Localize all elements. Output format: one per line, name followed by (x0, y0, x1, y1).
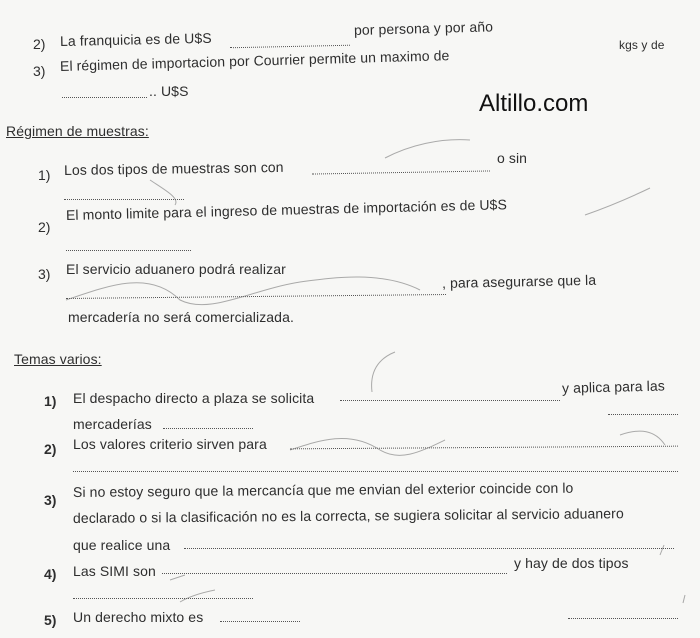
varios-item-3-blank[interactable] (184, 548, 674, 549)
varios-item-2-blank-2[interactable] (73, 471, 678, 472)
varios-item-4-blank[interactable] (162, 573, 507, 574)
varios-item-5-blank[interactable] (220, 621, 300, 622)
courier-item-2-blank[interactable] (230, 45, 350, 49)
varios-item-1-number: 1) (44, 393, 57, 409)
muestras-item-2-number: 2) (38, 219, 51, 235)
muestras-item-1-text: Los dos tipos de muestras son con (63, 158, 284, 178)
varios-item-4-after: y hay de dos tipos (514, 555, 629, 571)
courier-item-3-currency: .. U$S (149, 83, 189, 99)
varios-item-1-blank[interactable] (340, 400, 560, 401)
varios-item-1-text: El despacho directo a plaza se solicita (73, 390, 315, 406)
varios-item-2-blank[interactable] (290, 446, 678, 450)
varios-item-3-number: 3) (44, 492, 57, 508)
muestras-heading: Régimen de muestras: (6, 123, 149, 139)
courier-item-2-text: La franquicia es de U$S (59, 29, 212, 49)
varios-item-4-text: Las SIMI son (73, 563, 156, 579)
muestras-item-2-text: El monto limite para el ingreso de muestras de importación es de U$S (65, 196, 508, 223)
varios-item-3-line2: declarado o si la clasificación no es la correcta, se sugiera solicitar al servicio aduanero (72, 505, 624, 526)
courier-item-2-after: por persona y por año (353, 18, 494, 38)
courier-item-3-number: 3) (33, 63, 46, 79)
varios-item-4-number: 4) (44, 566, 57, 582)
muestras-item-3-text: El servicio aduanero podrá realizar (66, 261, 286, 277)
watermark: Altillo.com (479, 90, 589, 117)
varios-item-3-text: Si no estoy seguro que la mercancía que me envian del exterior coincide con lo (72, 479, 574, 500)
varios-item-2-number: 2) (44, 441, 57, 457)
varios-item-4-blank-2[interactable] (73, 598, 253, 599)
varios-item-3-line3: que realice una (73, 537, 171, 553)
courier-item-3-units: kgs y de (619, 38, 665, 52)
varios-item-5-blank-2[interactable] (568, 618, 678, 619)
muestras-item-1-blank[interactable] (312, 170, 490, 174)
varios-item-2-text: Los valores criterio sirven para (73, 436, 267, 452)
varios-item-1-after: y aplica para las (561, 377, 666, 396)
muestras-item-3-line2: mercadería no será comercializada. (68, 309, 294, 325)
muestras-item-3-number: 3) (38, 266, 51, 282)
muestras-item-1-number: 1) (38, 167, 51, 183)
varios-heading: Temas varios: (14, 351, 102, 367)
muestras-item-1-blank-2[interactable] (64, 199, 184, 200)
muestras-item-3-after: , para asegurarse que la (441, 271, 597, 291)
varios-item-1-line2: mercaderías (73, 416, 152, 432)
muestras-item-1-after: o sin (497, 150, 528, 166)
varios-item-5-number: 5) (44, 612, 57, 628)
varios-item-1-blank-3[interactable] (608, 414, 678, 415)
courier-item-3-text: El régimen de importacion por Courrier permite un maximo de (59, 47, 450, 74)
courier-item-2-number: 2) (33, 36, 46, 52)
muestras-item-2-blank[interactable] (66, 250, 191, 251)
muestras-item-3-blank[interactable] (66, 294, 446, 299)
varios-item-1-blank-2[interactable] (163, 428, 253, 429)
varios-item-5-text: Un derecho mixto es (73, 609, 204, 625)
courier-item-3-blank[interactable] (62, 97, 147, 98)
